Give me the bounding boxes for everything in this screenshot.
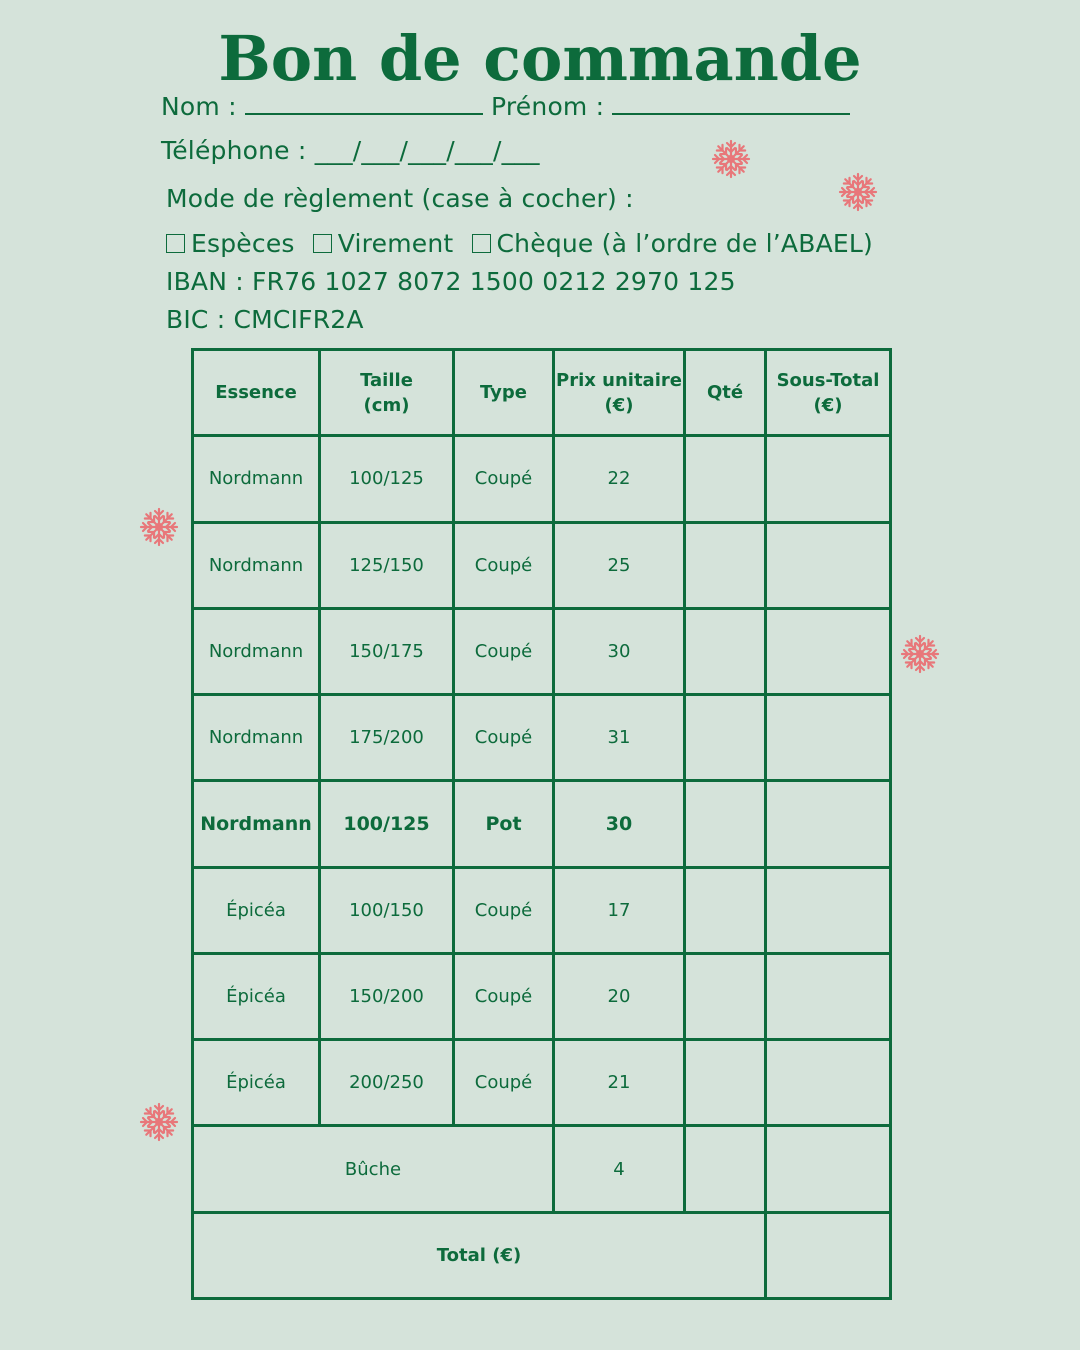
header-taille: Taille (cm) [320, 350, 454, 436]
iban: IBAN : FR76 1027 8072 1500 0212 2970 125 [166, 267, 736, 296]
cell-type: Coupé [454, 608, 554, 694]
table-row [193, 522, 891, 608]
cell-essence: Nordmann [193, 608, 320, 694]
cell-qte[interactable] [685, 522, 766, 608]
cell-total-label: Total (€) [193, 1212, 766, 1298]
telephone-label: Téléphone : [161, 136, 307, 165]
payment-option-cheque[interactable]: Chèque (à l’ordre de l’ABAEL) [472, 229, 873, 258]
telephone-field[interactable]: ___/___/___/___/___ [314, 136, 540, 165]
telephone-line [161, 136, 540, 165]
page-title: Bon de commande [218, 22, 862, 95]
cell-sous-total[interactable] [766, 436, 891, 522]
cell-essence: Épicéa [193, 867, 320, 953]
cell-prix: 30 [554, 608, 685, 694]
cell-prix: 25 [554, 522, 685, 608]
cell-type: Coupé [454, 436, 554, 522]
cell-type: Pot [454, 781, 554, 867]
snowflake-icon [900, 634, 940, 674]
name-line [161, 92, 850, 121]
buche-row [193, 1126, 891, 1212]
cell-type: Coupé [454, 953, 554, 1039]
cell-sous-total[interactable] [766, 608, 891, 694]
header-type: Type [454, 350, 554, 436]
table-row [193, 608, 891, 694]
cell-taille: 125/150 [320, 522, 454, 608]
nom-label: Nom : [161, 92, 237, 121]
header-row [193, 350, 891, 436]
cell-buche-label: Bûche [193, 1126, 554, 1212]
bic: BIC : CMCIFR2A [166, 305, 364, 334]
payment-option-virement[interactable]: Virement [313, 229, 454, 258]
checkbox-virement[interactable] [313, 234, 332, 253]
cell-qte[interactable] [685, 436, 766, 522]
table-row [193, 867, 891, 953]
cell-taille: 200/250 [320, 1040, 454, 1126]
cell-prix: 31 [554, 695, 685, 781]
order-table [191, 348, 892, 1300]
mode-label: Mode de règlement (case à cocher) : [166, 184, 634, 213]
snowflake-icon [838, 172, 878, 212]
cell-prix: 20 [554, 953, 685, 1039]
cell-type: Coupé [454, 1040, 554, 1126]
prenom-field[interactable] [612, 95, 850, 115]
prenom-label: Prénom : [491, 92, 605, 121]
cell-sous-total[interactable] [766, 695, 891, 781]
cell-sous-total[interactable] [766, 953, 891, 1039]
total-row [193, 1212, 891, 1298]
cell-taille: 100/125 [320, 436, 454, 522]
payment-options [166, 229, 883, 258]
table-row [193, 695, 891, 781]
cell-taille: 175/200 [320, 695, 454, 781]
cell-prix: 21 [554, 1040, 685, 1126]
cell-essence: Nordmann [193, 436, 320, 522]
cell-sous-total[interactable] [766, 1040, 891, 1126]
cell-total-value[interactable] [766, 1212, 891, 1298]
cell-prix: 22 [554, 436, 685, 522]
cell-qte[interactable] [685, 953, 766, 1039]
snowflake-icon [139, 1102, 179, 1142]
nom-field[interactable] [245, 95, 483, 115]
cell-taille: 100/125 [320, 781, 454, 867]
cell-qte[interactable] [685, 695, 766, 781]
cell-buche-sous-total[interactable] [766, 1126, 891, 1212]
cell-qte[interactable] [685, 867, 766, 953]
cell-qte[interactable] [685, 781, 766, 867]
cell-essence: Épicéa [193, 953, 320, 1039]
cell-taille: 100/150 [320, 867, 454, 953]
cell-type: Coupé [454, 867, 554, 953]
cell-taille: 150/200 [320, 953, 454, 1039]
header-qte: Qté [685, 350, 766, 436]
cell-essence: Nordmann [193, 781, 320, 867]
cell-buche-qte[interactable] [685, 1126, 766, 1212]
table-row [193, 781, 891, 867]
cell-prix: 30 [554, 781, 685, 867]
cell-type: Coupé [454, 522, 554, 608]
snowflake-icon [711, 139, 751, 179]
cell-essence: Épicéa [193, 1040, 320, 1126]
header-sous-total: Sous-Total (€) [766, 350, 891, 436]
header-prix: Prix unitaire (€) [554, 350, 685, 436]
cell-qte[interactable] [685, 608, 766, 694]
table-row [193, 1040, 891, 1126]
cell-sous-total[interactable] [766, 781, 891, 867]
snowflake-icon [139, 507, 179, 547]
checkbox-especes[interactable] [166, 234, 185, 253]
cell-type: Coupé [454, 695, 554, 781]
cell-essence: Nordmann [193, 695, 320, 781]
payment-option-especes[interactable]: Espèces [166, 229, 295, 258]
cell-sous-total[interactable] [766, 867, 891, 953]
checkbox-cheque[interactable] [472, 234, 491, 253]
cell-buche-prix: 4 [554, 1126, 685, 1212]
header-essence: Essence [193, 350, 320, 436]
cell-essence: Nordmann [193, 522, 320, 608]
table-row [193, 436, 891, 522]
table-row [193, 953, 891, 1039]
cell-qte[interactable] [685, 1040, 766, 1126]
cell-sous-total[interactable] [766, 522, 891, 608]
cell-taille: 150/175 [320, 608, 454, 694]
cell-prix: 17 [554, 867, 685, 953]
